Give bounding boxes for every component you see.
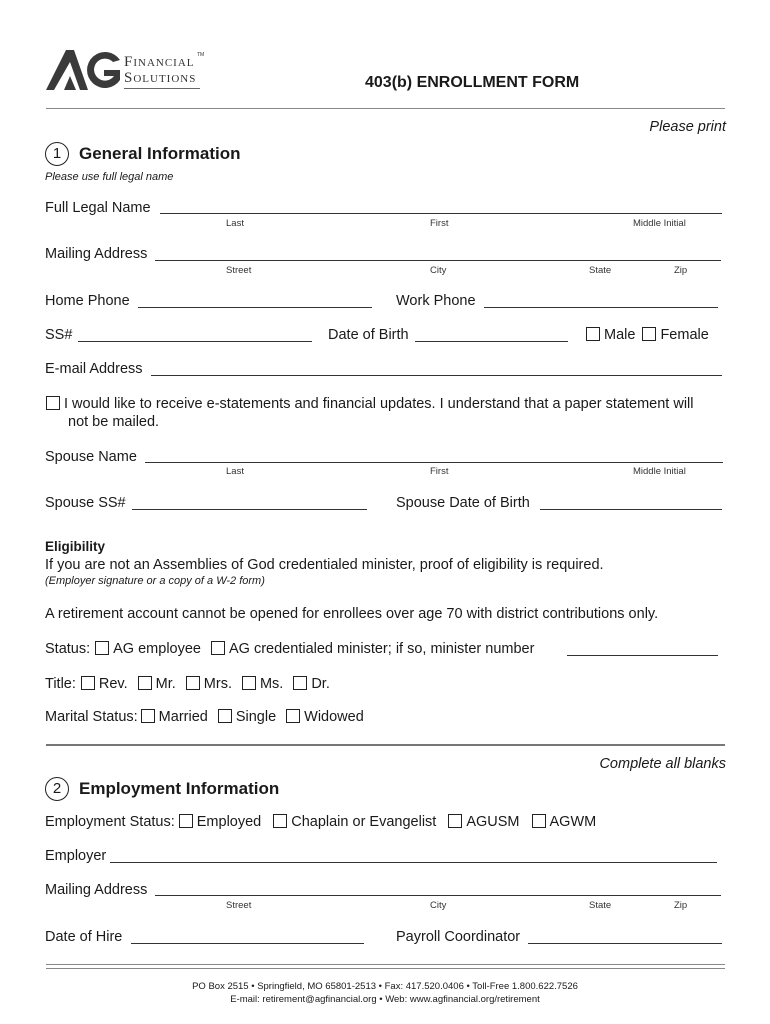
estatement-text-line2: not be mailed. bbox=[68, 414, 160, 430]
mailing-address-label: Mailing Address bbox=[45, 246, 148, 262]
single-label: Single bbox=[235, 709, 277, 725]
chaplain-label: Chaplain or Evangelist bbox=[291, 814, 437, 830]
employer-label: Employer bbox=[45, 848, 107, 864]
full-legal-name-label: Full Legal Name bbox=[45, 200, 151, 216]
eligibility-heading: Eligibility bbox=[45, 539, 106, 554]
employment-mailing-address-label: Mailing Address bbox=[45, 882, 148, 898]
mailing-address-field[interactable] bbox=[155, 260, 721, 261]
dob-label: Date of Birth bbox=[328, 327, 409, 343]
marital-row bbox=[45, 709, 374, 725]
title-label: Title: bbox=[45, 676, 76, 692]
spouse-name-field[interactable] bbox=[145, 462, 723, 463]
name-first-caption: First bbox=[430, 218, 449, 229]
section-title: General Information bbox=[79, 144, 241, 163]
ag-employee-checkbox[interactable] bbox=[95, 641, 109, 655]
name-middle-caption: Middle Initial bbox=[633, 218, 686, 229]
male-checkbox[interactable] bbox=[586, 327, 600, 341]
payroll-coordinator-field[interactable] bbox=[528, 943, 722, 944]
section-number: 1 bbox=[45, 142, 69, 166]
address-city-caption: City bbox=[430, 265, 447, 276]
title-mrs-option[interactable] bbox=[186, 676, 232, 692]
marital-label: Marital Status: bbox=[45, 709, 138, 725]
address-state-caption: State bbox=[589, 265, 612, 276]
complete-all-blanks: Complete all blanks bbox=[599, 756, 726, 772]
male-label: Male bbox=[604, 327, 636, 343]
mr-label: Mr. bbox=[155, 676, 176, 692]
employed-option[interactable] bbox=[179, 814, 261, 830]
employer-field[interactable] bbox=[110, 862, 717, 863]
work-phone-label: Work Phone bbox=[396, 293, 476, 309]
widowed-label: Widowed bbox=[304, 709, 364, 725]
credentialed-checkbox[interactable] bbox=[211, 641, 225, 655]
title-mr-option[interactable] bbox=[138, 676, 176, 692]
footer-divider-2 bbox=[46, 968, 725, 969]
logo-tm: TM bbox=[197, 52, 205, 58]
status-label: Status: bbox=[45, 641, 91, 657]
spouse-dob-label: Spouse Date of Birth bbox=[396, 495, 530, 511]
eligibility-text: If you are not an Assemblies of God credentialed minister, proof of eligibility is required. bbox=[45, 557, 604, 573]
home-phone-field[interactable] bbox=[138, 307, 372, 308]
eligibility-note: (Employer signature or a copy of a W-2 form) bbox=[45, 575, 265, 587]
married-label: Married bbox=[158, 709, 208, 725]
footer-contact-line: PO Box 2515 • Springfield, MO 65801-2513 • Fax: 417.520.0406 • Toll-Free 1.800.622.7526 bbox=[192, 981, 578, 992]
single-checkbox[interactable] bbox=[218, 709, 232, 723]
spouse-middle-caption: Middle Initial bbox=[633, 466, 686, 477]
logo-line2: Solutions bbox=[124, 70, 197, 86]
logo bbox=[44, 46, 214, 94]
ag-logo-mark-icon bbox=[44, 46, 124, 92]
section-divider bbox=[46, 744, 725, 746]
header-divider bbox=[46, 108, 725, 109]
female-label: Female bbox=[660, 327, 709, 343]
male-option[interactable] bbox=[586, 327, 635, 343]
dr-checkbox[interactable] bbox=[293, 676, 307, 690]
mrs-label: Mrs. bbox=[203, 676, 232, 692]
emp-address-street-caption: Street bbox=[226, 900, 252, 911]
legal-name-note: Please use full legal name bbox=[45, 171, 174, 183]
ss-label: SS# bbox=[45, 327, 73, 343]
estatement-option[interactable] bbox=[46, 396, 694, 412]
logo-line1: Financial bbox=[124, 54, 195, 70]
mr-checkbox[interactable] bbox=[138, 676, 152, 690]
payroll-coordinator-label: Payroll Coordinator bbox=[396, 929, 521, 945]
spouse-name-label: Spouse Name bbox=[45, 449, 137, 465]
gender-options bbox=[586, 327, 719, 343]
employment-status-row bbox=[45, 814, 606, 830]
full-legal-name-field[interactable] bbox=[160, 213, 722, 214]
date-of-hire-field[interactable] bbox=[131, 943, 364, 944]
mrs-checkbox[interactable] bbox=[186, 676, 200, 690]
minister-number-field[interactable] bbox=[567, 655, 718, 656]
spouse-first-caption: First bbox=[430, 466, 449, 477]
spouse-ss-field[interactable] bbox=[132, 509, 367, 510]
spouse-ss-label: Spouse SS# bbox=[45, 495, 126, 511]
title-ms-option[interactable] bbox=[242, 676, 283, 692]
spouse-last-caption: Last bbox=[226, 466, 244, 477]
name-last-caption: Last bbox=[226, 218, 244, 229]
married-checkbox[interactable] bbox=[141, 709, 155, 723]
status-credentialed-option[interactable] bbox=[211, 641, 534, 657]
home-phone-label: Home Phone bbox=[45, 293, 130, 309]
agwm-checkbox[interactable] bbox=[532, 814, 546, 828]
employed-checkbox[interactable] bbox=[179, 814, 193, 828]
dr-label: Dr. bbox=[311, 676, 330, 692]
work-phone-field[interactable] bbox=[484, 307, 718, 308]
agwm-label: AGWM bbox=[549, 814, 597, 830]
please-print: Please print bbox=[649, 119, 726, 135]
email-label: E-mail Address bbox=[45, 361, 143, 377]
dob-field[interactable] bbox=[415, 341, 568, 342]
footer-web-line: E-mail: retirement@agfinancial.org • Web: www.agfinancial.org/retirement bbox=[230, 994, 540, 1005]
emp-address-zip-caption: Zip bbox=[674, 900, 688, 911]
agusm-checkbox[interactable] bbox=[448, 814, 462, 828]
ms-checkbox[interactable] bbox=[242, 676, 256, 690]
status-row bbox=[45, 641, 538, 657]
rev-label: Rev. bbox=[98, 676, 128, 692]
status-ag-employee-option[interactable] bbox=[95, 641, 201, 657]
employment-status-label: Employment Status: bbox=[45, 814, 175, 830]
chaplain-option[interactable] bbox=[273, 814, 436, 830]
section-2-heading bbox=[45, 777, 279, 801]
marital-widowed-option[interactable] bbox=[286, 709, 364, 725]
rev-checkbox[interactable] bbox=[81, 676, 95, 690]
credentialed-label: AG credentialed minister; if so, minister number bbox=[229, 641, 535, 657]
logo-underline bbox=[124, 88, 200, 89]
marital-single-option[interactable] bbox=[218, 709, 276, 725]
date-of-hire-label: Date of Hire bbox=[45, 929, 123, 945]
section-title: Employment Information bbox=[79, 779, 280, 798]
section-1-heading bbox=[45, 142, 241, 166]
ag-employee-label: AG employee bbox=[113, 641, 201, 657]
email-field[interactable] bbox=[151, 375, 722, 376]
chaplain-checkbox[interactable] bbox=[273, 814, 287, 828]
ms-label: Ms. bbox=[259, 676, 284, 692]
title-row bbox=[45, 676, 340, 692]
marital-married-option[interactable] bbox=[141, 709, 208, 725]
employment-mailing-address-field[interactable] bbox=[155, 895, 721, 896]
agusm-option[interactable] bbox=[448, 814, 519, 830]
employed-label: Employed bbox=[196, 814, 262, 830]
title-rev-option[interactable] bbox=[81, 676, 128, 692]
female-checkbox[interactable] bbox=[642, 327, 656, 341]
address-zip-caption: Zip bbox=[674, 265, 688, 276]
footer-divider bbox=[46, 964, 725, 965]
agusm-label: AGUSM bbox=[466, 814, 520, 830]
widowed-checkbox[interactable] bbox=[286, 709, 300, 723]
title-dr-option[interactable] bbox=[293, 676, 330, 692]
age-note: A retirement account cannot be opened for enrollees over age 70 with district contributions only. bbox=[45, 606, 659, 622]
ss-field[interactable] bbox=[78, 341, 312, 342]
address-street-caption: Street bbox=[226, 265, 252, 276]
female-option[interactable] bbox=[642, 327, 708, 343]
emp-address-state-caption: State bbox=[589, 900, 612, 911]
spouse-dob-field[interactable] bbox=[540, 509, 722, 510]
emp-address-city-caption: City bbox=[430, 900, 447, 911]
agwm-option[interactable] bbox=[532, 814, 597, 830]
section-number: 2 bbox=[45, 777, 69, 801]
form-title: 403(b) ENROLLMENT FORM bbox=[365, 74, 580, 91]
estatement-checkbox[interactable] bbox=[46, 396, 60, 410]
estatement-text-line1: I would like to receive e-statements and financial updates. I understand that a paper statement will bbox=[64, 396, 694, 412]
